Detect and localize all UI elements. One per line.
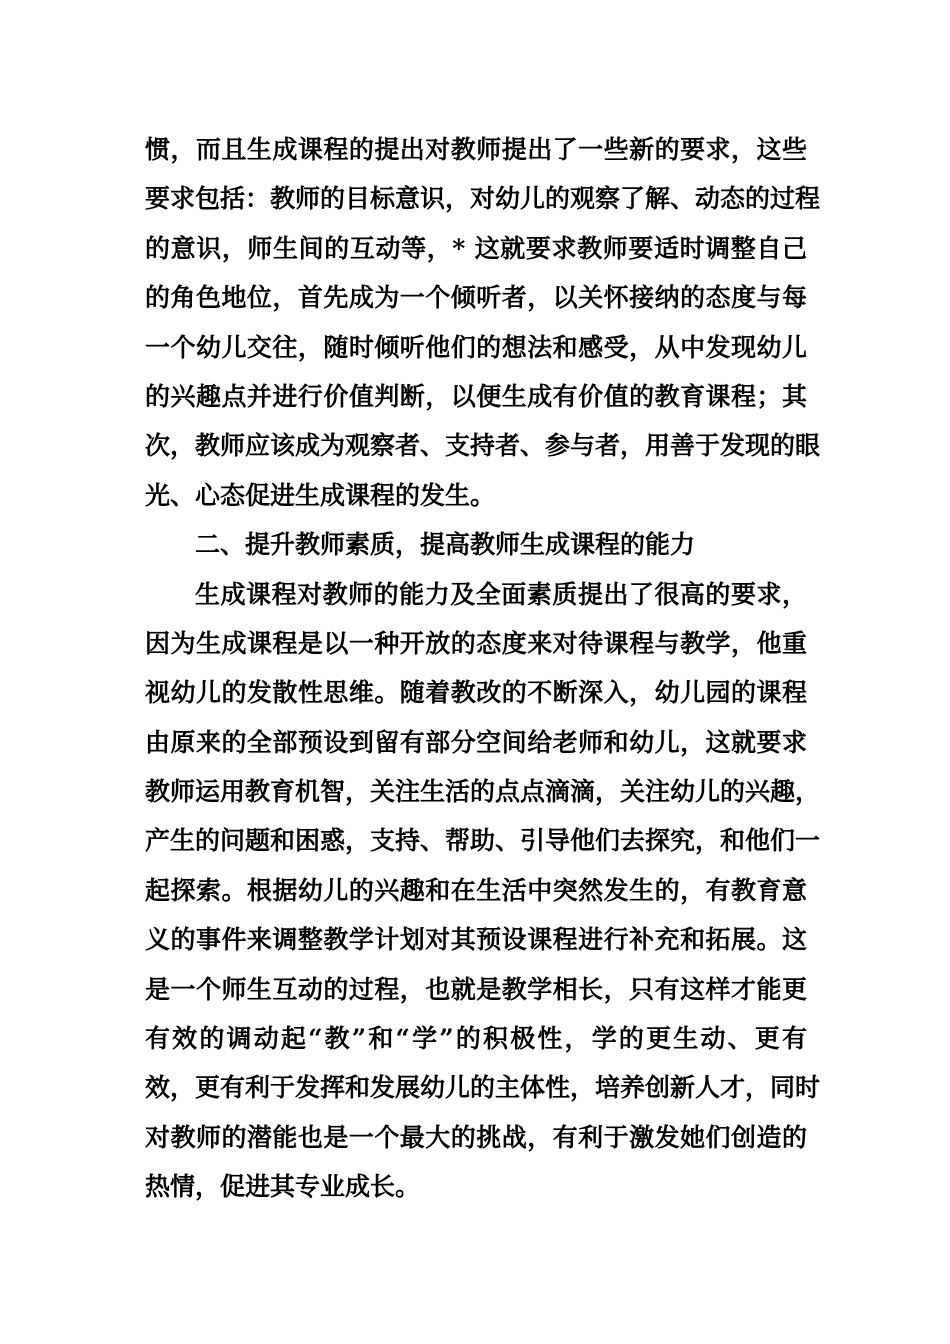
paragraph-line: 因为生成课程是以一种开放的态度来对待课程与教学，他重 — [145, 628, 807, 658]
paragraph-line: 一个幼儿交往，随时倾听他们的想法和感受，从中发现幼儿 — [145, 332, 807, 362]
section-heading: 二、提升教师素质，提高教师生成课程的能力 — [195, 530, 696, 560]
paragraph-line: 教师运用教育机智，关注生活的点点滴滴，关注幼儿的兴趣， — [145, 777, 821, 807]
paragraph-line: 生成课程对教师的能力及全面素质提出了很高的要求， — [195, 579, 807, 609]
paragraph-line: 光、心态促进生成课程的发生。 — [145, 480, 496, 510]
paragraph-line: 惯，而且生成课程的提出对教师提出了一些新的要求，这些 — [145, 135, 807, 164]
paragraph-line: 热情，促进其专业成长。 — [145, 1172, 421, 1202]
paragraph-line: 视幼儿的发散性思维。随着教改的不断深入，幼儿园的课程 — [145, 678, 807, 708]
paragraph-line: 是一个师生互动的过程，也就是教学相长，只有这样才能更 — [145, 974, 807, 1004]
paragraph-line: 对教师的潜能也是一个最大的挑战，有利于激发她们创造的 — [145, 1122, 807, 1152]
paragraph-line: 由原来的全部预设到留有部分空间给老师和幼儿，这就要求 — [145, 727, 807, 757]
document-body — [145, 125, 821, 1212]
paragraph-line: 的意识，师生间的互动等，* 这就要求教师要适时调整自己 — [145, 233, 807, 263]
paragraph-line: 要求包括：教师的目标意识，对幼儿的观察了解、动态的过程 — [145, 184, 821, 214]
paragraph-line: 有效的调动起“教”和“学”的积极性，学的更生动、更有 — [145, 1024, 807, 1054]
paragraph-line: 起探索。根据幼儿的兴趣和在生活中突然发生的，有教育意 — [145, 875, 807, 905]
paragraph-1 — [145, 125, 821, 520]
paragraph-line: 产生的问题和困惑，支持、帮助、引导他们去探究，和他们一 — [145, 826, 821, 856]
paragraph-line: 义的事件来调整教学计划对其预设课程进行补充和拓展。这 — [145, 925, 807, 955]
paragraph-line: 的角色地位，首先成为一个倾听者，以关怀接纳的态度与每 — [145, 283, 807, 313]
paragraph-line: 的兴趣点并进行价值判断，以便生成有价值的教育课程；其 — [145, 381, 807, 411]
paragraph-line: 次，教师应该成为观察者、支持者、参与者，用善于发现的眼 — [145, 431, 821, 461]
paragraph-2 — [145, 570, 821, 1212]
paragraph-line: 效，更有利于发挥和发展幼儿的主体性，培养创新人才，同时 — [145, 1073, 821, 1103]
